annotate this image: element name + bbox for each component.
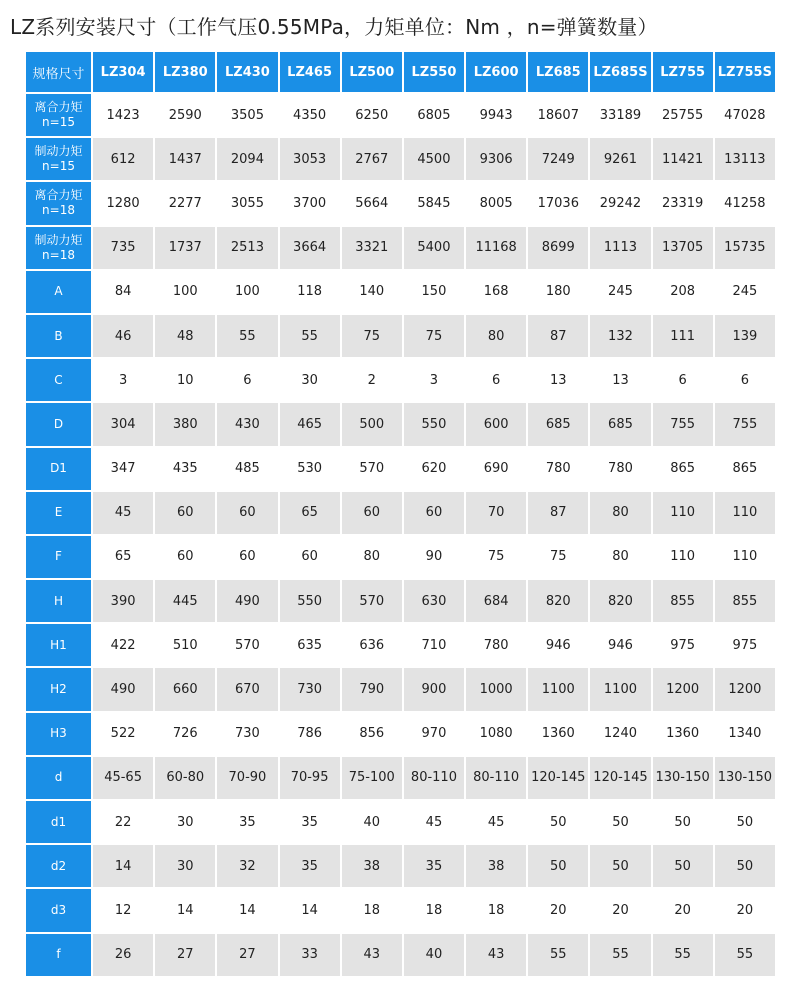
table-cell: 1737 xyxy=(154,226,216,270)
table-cell: 45 xyxy=(403,800,465,844)
table-cell: 17036 xyxy=(527,181,589,225)
table-cell: 70 xyxy=(465,491,527,535)
table-cell: 50 xyxy=(652,800,714,844)
table-cell: 6 xyxy=(652,358,714,402)
table-cell: 10 xyxy=(154,358,216,402)
column-header: LZ755 xyxy=(652,52,714,93)
table-cell: 40 xyxy=(403,933,465,977)
table-cell: 12 xyxy=(92,888,154,932)
table-cell: 490 xyxy=(92,667,154,711)
table-cell: 30 xyxy=(154,800,216,844)
table-cell: 1200 xyxy=(652,667,714,711)
table-cell: 60 xyxy=(154,535,216,579)
table-cell: 70-95 xyxy=(279,756,341,800)
table-cell: 11421 xyxy=(652,137,714,181)
table-cell: 3505 xyxy=(216,93,278,137)
column-header: LZ430 xyxy=(216,52,278,93)
row-label: 制动力矩 n=18 xyxy=(26,226,92,270)
table-cell: 730 xyxy=(216,712,278,756)
table-cell: 690 xyxy=(465,447,527,491)
table-cell: 75-100 xyxy=(341,756,403,800)
row-label: 离合力矩 n=18 xyxy=(26,181,92,225)
table-cell: 3055 xyxy=(216,181,278,225)
table-cell: 7249 xyxy=(527,137,589,181)
table-cell: 18 xyxy=(403,888,465,932)
table-cell: 65 xyxy=(92,535,154,579)
table-cell: 1360 xyxy=(527,712,589,756)
table-cell: 500 xyxy=(341,402,403,446)
table-cell: 780 xyxy=(527,447,589,491)
table-cell: 3664 xyxy=(279,226,341,270)
table-row xyxy=(26,181,776,225)
column-header: LZ600 xyxy=(465,52,527,93)
page-title: LZ系列安装尺寸（工作气压0.55MPa，力矩单位：Nm ，n=弹簧数量） xyxy=(10,15,658,39)
row-label: C xyxy=(26,358,92,402)
table-cell: 111 xyxy=(652,314,714,358)
corner-header: 规格尺寸 xyxy=(26,52,92,93)
table-row xyxy=(26,226,776,270)
table-cell: 20 xyxy=(714,888,776,932)
table-cell: 29242 xyxy=(589,181,651,225)
table-cell: 47028 xyxy=(714,93,776,137)
table-cell: 3321 xyxy=(341,226,403,270)
table-cell: 820 xyxy=(589,579,651,623)
table-cell: 55 xyxy=(714,933,776,977)
row-label: B xyxy=(26,314,92,358)
table-cell: 60 xyxy=(216,535,278,579)
row-label: H1 xyxy=(26,623,92,667)
table-cell: 46 xyxy=(92,314,154,358)
table-cell: 26 xyxy=(92,933,154,977)
table-cell: 4350 xyxy=(279,93,341,137)
table-cell: 636 xyxy=(341,623,403,667)
table-cell: 975 xyxy=(714,623,776,667)
table-cell: 755 xyxy=(714,402,776,446)
header-row xyxy=(26,52,776,93)
table-cell: 80 xyxy=(341,535,403,579)
table-cell: 2513 xyxy=(216,226,278,270)
table-cell: 23319 xyxy=(652,181,714,225)
table-row xyxy=(26,447,776,491)
table-cell: 60 xyxy=(154,491,216,535)
table-row xyxy=(26,579,776,623)
row-label: 制动力矩 n=15 xyxy=(26,137,92,181)
table-cell: 35 xyxy=(279,800,341,844)
table-cell: 635 xyxy=(279,623,341,667)
table-cell: 3 xyxy=(92,358,154,402)
table-row xyxy=(26,844,776,888)
table-cell: 3 xyxy=(403,358,465,402)
table-cell: 435 xyxy=(154,447,216,491)
table-cell: 245 xyxy=(589,270,651,314)
table-cell: 660 xyxy=(154,667,216,711)
table-cell: 90 xyxy=(403,535,465,579)
table-cell: 130-150 xyxy=(714,756,776,800)
table-cell: 856 xyxy=(341,712,403,756)
table-cell: 755 xyxy=(652,402,714,446)
table-row xyxy=(26,314,776,358)
table-cell: 780 xyxy=(589,447,651,491)
table-cell: 1423 xyxy=(92,93,154,137)
table-cell: 43 xyxy=(341,933,403,977)
table-row xyxy=(26,933,776,977)
table-cell: 485 xyxy=(216,447,278,491)
table-cell: 14 xyxy=(279,888,341,932)
table-cell: 70-90 xyxy=(216,756,278,800)
table-cell: 8699 xyxy=(527,226,589,270)
table-cell: 87 xyxy=(527,491,589,535)
table-cell: 45-65 xyxy=(92,756,154,800)
table-cell: 38 xyxy=(341,844,403,888)
table-cell: 55 xyxy=(216,314,278,358)
table-cell: 30 xyxy=(279,358,341,402)
table-row xyxy=(26,800,776,844)
table-cell: 390 xyxy=(92,579,154,623)
row-label: D xyxy=(26,402,92,446)
table-cell: 80-110 xyxy=(465,756,527,800)
table-cell: 13705 xyxy=(652,226,714,270)
table-cell: 130-150 xyxy=(652,756,714,800)
table-cell: 6 xyxy=(465,358,527,402)
table-cell: 1240 xyxy=(589,712,651,756)
table-cell: 9306 xyxy=(465,137,527,181)
table-cell: 6805 xyxy=(403,93,465,137)
table-cell: 900 xyxy=(403,667,465,711)
table-cell: 522 xyxy=(92,712,154,756)
table-cell: 50 xyxy=(714,844,776,888)
table-cell: 75 xyxy=(341,314,403,358)
table-cell: 2094 xyxy=(216,137,278,181)
row-label: d2 xyxy=(26,844,92,888)
table-cell: 510 xyxy=(154,623,216,667)
table-cell: 620 xyxy=(403,447,465,491)
table-cell: 33 xyxy=(279,933,341,977)
table-cell: 50 xyxy=(527,800,589,844)
table-cell: 18 xyxy=(341,888,403,932)
table-cell: 48 xyxy=(154,314,216,358)
table-cell: 80 xyxy=(589,491,651,535)
table-cell: 50 xyxy=(589,800,651,844)
row-label: d xyxy=(26,756,92,800)
table-cell: 570 xyxy=(341,447,403,491)
table-cell: 168 xyxy=(465,270,527,314)
table-cell: 84 xyxy=(92,270,154,314)
table-cell: 22 xyxy=(92,800,154,844)
table-cell: 40 xyxy=(341,800,403,844)
table-cell: 730 xyxy=(279,667,341,711)
table-cell: 27 xyxy=(154,933,216,977)
table-row xyxy=(26,667,776,711)
table-cell: 18 xyxy=(465,888,527,932)
table-cell: 15735 xyxy=(714,226,776,270)
table-row xyxy=(26,93,776,137)
table-cell: 9261 xyxy=(589,137,651,181)
table-cell: 139 xyxy=(714,314,776,358)
table-cell: 6250 xyxy=(341,93,403,137)
table-row xyxy=(26,402,776,446)
table-cell: 60 xyxy=(279,535,341,579)
table-cell: 5400 xyxy=(403,226,465,270)
table-cell: 2 xyxy=(341,358,403,402)
table-cell: 100 xyxy=(154,270,216,314)
table-cell: 445 xyxy=(154,579,216,623)
row-label: F xyxy=(26,535,92,579)
table-cell: 1080 xyxy=(465,712,527,756)
table-cell: 20 xyxy=(527,888,589,932)
table-cell: 60-80 xyxy=(154,756,216,800)
table-cell: 110 xyxy=(714,535,776,579)
table-cell: 975 xyxy=(652,623,714,667)
table-cell: 110 xyxy=(652,491,714,535)
table-cell: 14 xyxy=(92,844,154,888)
table-cell: 245 xyxy=(714,270,776,314)
table-cell: 9943 xyxy=(465,93,527,137)
table-cell: 45 xyxy=(465,800,527,844)
table-cell: 5664 xyxy=(341,181,403,225)
table-cell: 2277 xyxy=(154,181,216,225)
table-cell: 118 xyxy=(279,270,341,314)
table-cell: 80-110 xyxy=(403,756,465,800)
table-cell: 684 xyxy=(465,579,527,623)
row-label: f xyxy=(26,933,92,977)
table-cell: 13 xyxy=(527,358,589,402)
column-header: LZ465 xyxy=(279,52,341,93)
table-row xyxy=(26,358,776,402)
table-cell: 110 xyxy=(714,491,776,535)
table-cell: 35 xyxy=(216,800,278,844)
table-cell: 75 xyxy=(403,314,465,358)
row-label: H xyxy=(26,579,92,623)
column-header: LZ500 xyxy=(341,52,403,93)
table-cell: 120-145 xyxy=(589,756,651,800)
table-cell: 2590 xyxy=(154,93,216,137)
table-cell: 50 xyxy=(652,844,714,888)
table-cell: 60 xyxy=(341,491,403,535)
table-cell: 8005 xyxy=(465,181,527,225)
table-cell: 600 xyxy=(465,402,527,446)
table-cell: 120-145 xyxy=(527,756,589,800)
table-cell: 50 xyxy=(589,844,651,888)
table-cell: 11168 xyxy=(465,226,527,270)
table-cell: 18607 xyxy=(527,93,589,137)
table-cell: 25755 xyxy=(652,93,714,137)
table-cell: 550 xyxy=(279,579,341,623)
table-cell: 1000 xyxy=(465,667,527,711)
table-cell: 45 xyxy=(92,491,154,535)
table-cell: 1113 xyxy=(589,226,651,270)
column-header: LZ755S xyxy=(714,52,776,93)
table-cell: 20 xyxy=(652,888,714,932)
table-cell: 1100 xyxy=(589,667,651,711)
table-cell: 1437 xyxy=(154,137,216,181)
table-cell: 685 xyxy=(527,402,589,446)
table-cell: 27 xyxy=(216,933,278,977)
table-row xyxy=(26,491,776,535)
table-cell: 820 xyxy=(527,579,589,623)
table-cell: 180 xyxy=(527,270,589,314)
table-cell: 550 xyxy=(403,402,465,446)
row-label: E xyxy=(26,491,92,535)
table-cell: 55 xyxy=(527,933,589,977)
table-cell: 55 xyxy=(652,933,714,977)
table-cell: 855 xyxy=(714,579,776,623)
table-cell: 100 xyxy=(216,270,278,314)
table-cell: 790 xyxy=(341,667,403,711)
column-header: LZ550 xyxy=(403,52,465,93)
table-cell: 60 xyxy=(403,491,465,535)
table-cell: 20 xyxy=(589,888,651,932)
table-cell: 304 xyxy=(92,402,154,446)
table-cell: 132 xyxy=(589,314,651,358)
table-cell: 41258 xyxy=(714,181,776,225)
table-cell: 5845 xyxy=(403,181,465,225)
table-cell: 150 xyxy=(403,270,465,314)
table-cell: 1280 xyxy=(92,181,154,225)
row-label: d3 xyxy=(26,888,92,932)
table-cell: 970 xyxy=(403,712,465,756)
table-body xyxy=(26,93,776,977)
table-cell: 80 xyxy=(465,314,527,358)
table-header xyxy=(26,52,776,93)
table-cell: 465 xyxy=(279,402,341,446)
table-cell: 75 xyxy=(465,535,527,579)
table-cell: 80 xyxy=(589,535,651,579)
table-cell: 1100 xyxy=(527,667,589,711)
table-cell: 865 xyxy=(714,447,776,491)
table-cell: 780 xyxy=(465,623,527,667)
table-cell: 13113 xyxy=(714,137,776,181)
table-cell: 630 xyxy=(403,579,465,623)
table-cell: 14 xyxy=(154,888,216,932)
row-label: H2 xyxy=(26,667,92,711)
table-cell: 43 xyxy=(465,933,527,977)
table-cell: 855 xyxy=(652,579,714,623)
spec-table xyxy=(26,52,777,978)
table-cell: 946 xyxy=(589,623,651,667)
table-cell: 110 xyxy=(652,535,714,579)
row-label: D1 xyxy=(26,447,92,491)
table-cell: 60 xyxy=(216,491,278,535)
row-label: d1 xyxy=(26,800,92,844)
table-cell: 786 xyxy=(279,712,341,756)
table-cell: 570 xyxy=(216,623,278,667)
table-cell: 670 xyxy=(216,667,278,711)
table-cell: 30 xyxy=(154,844,216,888)
table-cell: 6 xyxy=(714,358,776,402)
table-cell: 55 xyxy=(589,933,651,977)
table-cell: 710 xyxy=(403,623,465,667)
table-cell: 35 xyxy=(403,844,465,888)
table-row xyxy=(26,712,776,756)
table-cell: 75 xyxy=(527,535,589,579)
table-row xyxy=(26,535,776,579)
table-cell: 65 xyxy=(279,491,341,535)
row-label: H3 xyxy=(26,712,92,756)
table-cell: 50 xyxy=(527,844,589,888)
table-cell: 4500 xyxy=(403,137,465,181)
column-header: LZ685S xyxy=(589,52,651,93)
table-cell: 865 xyxy=(652,447,714,491)
table-cell: 347 xyxy=(92,447,154,491)
table-cell: 430 xyxy=(216,402,278,446)
table-cell: 612 xyxy=(92,137,154,181)
table-cell: 735 xyxy=(92,226,154,270)
table-cell: 1360 xyxy=(652,712,714,756)
table-row xyxy=(26,270,776,314)
table-cell: 3053 xyxy=(279,137,341,181)
table-cell: 530 xyxy=(279,447,341,491)
table-row xyxy=(26,756,776,800)
table-cell: 1200 xyxy=(714,667,776,711)
table-cell: 50 xyxy=(714,800,776,844)
table-cell: 2767 xyxy=(341,137,403,181)
column-header: LZ304 xyxy=(92,52,154,93)
table-cell: 380 xyxy=(154,402,216,446)
table-cell: 490 xyxy=(216,579,278,623)
table-cell: 33189 xyxy=(589,93,651,137)
table-cell: 140 xyxy=(341,270,403,314)
table-cell: 422 xyxy=(92,623,154,667)
table-cell: 32 xyxy=(216,844,278,888)
table-cell: 208 xyxy=(652,270,714,314)
column-header: LZ380 xyxy=(154,52,216,93)
row-label: 离合力矩 n=15 xyxy=(26,93,92,137)
table-cell: 726 xyxy=(154,712,216,756)
table-row xyxy=(26,623,776,667)
table-cell: 946 xyxy=(527,623,589,667)
table-cell: 570 xyxy=(341,579,403,623)
table-cell: 1340 xyxy=(714,712,776,756)
table-cell: 6 xyxy=(216,358,278,402)
column-header: LZ685 xyxy=(527,52,589,93)
table-cell: 38 xyxy=(465,844,527,888)
table-row xyxy=(26,888,776,932)
table-cell: 14 xyxy=(216,888,278,932)
table-cell: 55 xyxy=(279,314,341,358)
row-label: A xyxy=(26,270,92,314)
table-cell: 3700 xyxy=(279,181,341,225)
table-cell: 35 xyxy=(279,844,341,888)
table-cell: 13 xyxy=(589,358,651,402)
table-cell: 87 xyxy=(527,314,589,358)
table-row xyxy=(26,137,776,181)
table-cell: 685 xyxy=(589,402,651,446)
